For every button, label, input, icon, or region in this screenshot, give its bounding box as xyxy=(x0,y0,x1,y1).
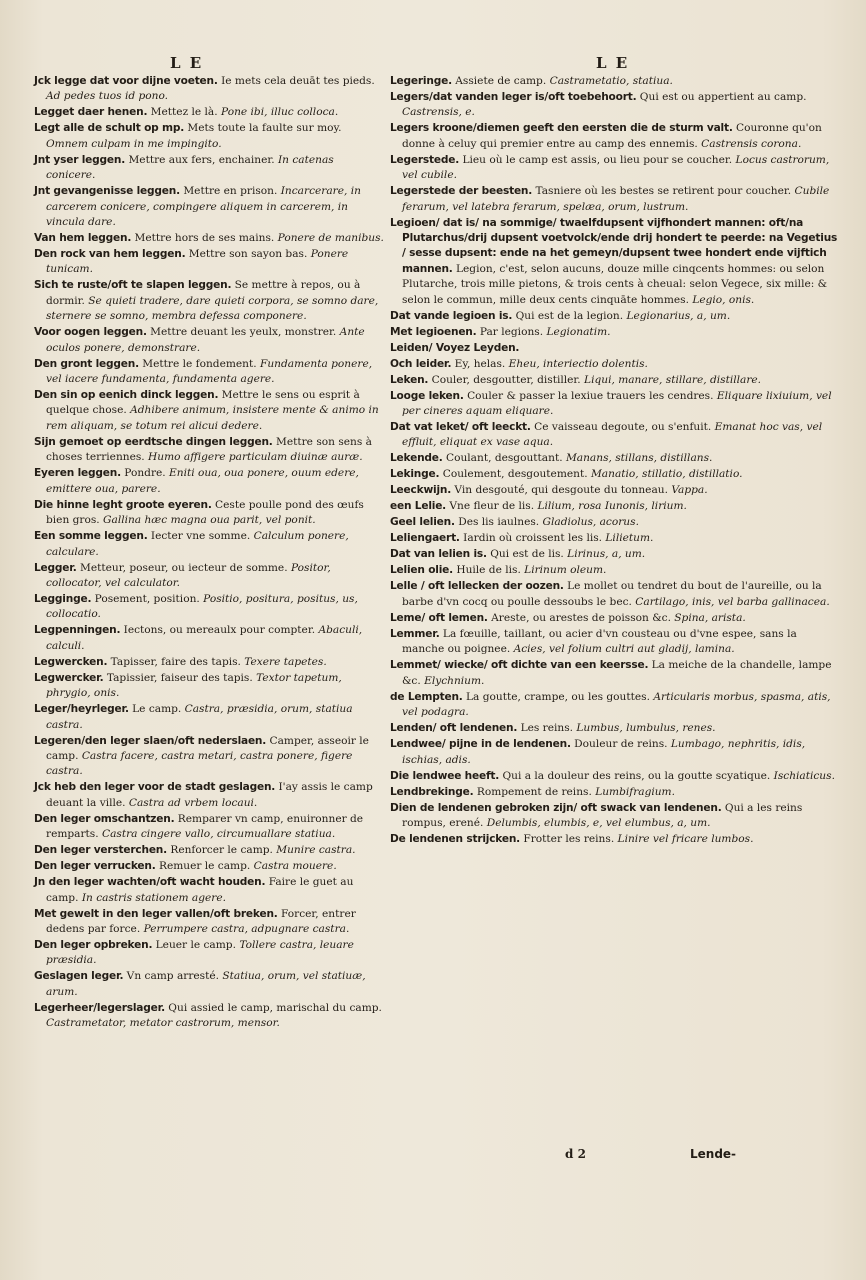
headword: Dat van lelien is. xyxy=(390,548,487,561)
dictionary-entry xyxy=(390,563,838,578)
french-gloss: Couronne qu'on donne à celuy qui premier entre au camp des ennemis. xyxy=(402,122,822,150)
latin-gloss: Ante oculos ponere, demonstrare. xyxy=(46,326,365,354)
french-gloss: Faire le guet au camp. xyxy=(46,876,354,904)
right-column xyxy=(390,74,838,848)
french-gloss: Ce vaisseau degoute, ou s'enfuit. xyxy=(530,421,712,434)
headword: Met gewelt in den leger vallen/oft breken. xyxy=(34,907,278,920)
latin-gloss: Positio, positura, positus, us, collocatio. xyxy=(46,592,358,621)
dictionary-entry xyxy=(34,623,386,654)
headword: Leliengaert. xyxy=(390,532,460,545)
headword: Looge leken. xyxy=(390,389,464,402)
dictionary-entry xyxy=(34,184,386,230)
french-gloss: Renforcer le camp. xyxy=(166,844,273,857)
dictionary-entry xyxy=(34,388,386,434)
dictionary-entry xyxy=(390,216,838,308)
headword: Lelien olie. xyxy=(390,564,453,577)
latin-gloss: Elychnium. xyxy=(420,674,485,687)
latin-gloss: Incarcerare, in carcerem conicere, compingere aliquem in carcerem, in vincula dare. xyxy=(46,185,361,229)
latin-gloss: Linire vel fricare lumbos. xyxy=(614,832,754,845)
latin-gloss: Textor tapetum, phrygio, onis. xyxy=(46,671,342,700)
french-gloss: Vne fleur de lis. xyxy=(446,500,535,513)
headword: Die hinne leght groote eyeren. xyxy=(34,498,212,511)
latin-gloss: Castra facere, castra metari, castra ponere, figere castra. xyxy=(46,749,353,778)
french-gloss: Tapissier, faiseur des tapis. xyxy=(103,671,253,684)
latin-gloss: Cartilago, inis, vel barba gallinacea. xyxy=(631,595,830,608)
headword: Legwercken. xyxy=(34,655,108,668)
french-gloss: Pondre. xyxy=(120,467,166,480)
french-gloss: Tasniere où les bestes se retirent pour coucher. xyxy=(532,185,792,198)
dictionary-entry xyxy=(390,690,838,721)
dictionary-entry xyxy=(390,451,838,466)
french-gloss: I'ay assis le camp deuant la ville. xyxy=(46,781,373,809)
latin-gloss: Manatio, stillatio, distillatio. xyxy=(587,468,743,481)
headword: Van hem leggen. xyxy=(34,232,132,245)
french-gloss: Remuer le camp. xyxy=(155,860,251,873)
headword: Den rock van hem leggen. xyxy=(34,248,186,261)
french-gloss: Qui est de la legion. xyxy=(512,309,624,322)
french-gloss: Ie mets cela deuāt tes pieds. xyxy=(217,75,375,87)
latin-gloss: Tollere castra, leuare præsidia. xyxy=(46,938,354,967)
latin-gloss: Eheu, interiectio dolentis. xyxy=(505,357,648,370)
latin-gloss: Castrametator, metator castrorum, mensor. xyxy=(46,1017,280,1030)
french-gloss: Mettre aux fers, enchainer. xyxy=(125,153,275,166)
dictionary-entry xyxy=(34,875,386,906)
dictionary-entry xyxy=(390,499,838,514)
dictionary-entry xyxy=(390,515,838,530)
dictionary-entry xyxy=(390,769,838,784)
dictionary-entry xyxy=(390,579,838,610)
latin-gloss: Vappa. xyxy=(667,484,708,497)
french-gloss: Lieu où le camp est assis, ou lieu pour se coucher. xyxy=(459,153,733,166)
latin-gloss: Cubile ferarum, vel latebra ferarum, spelæa, orum, lustrum. xyxy=(402,185,830,213)
dictionary-entry xyxy=(390,483,838,498)
headword: Lekende. xyxy=(390,452,443,465)
french-gloss: La fœuille, taillant, ou acier d'vn cousteau ou d'vne espee, sans la manche ou poignee. xyxy=(402,627,797,656)
headword: Legers/dat vanden leger is/oft toebehoort. xyxy=(390,91,637,103)
french-gloss: Ey, helas. xyxy=(451,357,506,370)
latin-gloss: Lumbus, lumbulus, renes. xyxy=(573,722,716,735)
latin-gloss: Legio, onis. xyxy=(688,293,755,306)
headword: Leme/ oft lemen. xyxy=(390,611,488,624)
dictionary-entry xyxy=(34,74,386,105)
headword: Legginge. xyxy=(34,592,92,605)
headword: Eyeren leggen. xyxy=(34,467,121,480)
french-gloss: Rompement de reins. xyxy=(473,785,592,798)
dictionary-entry xyxy=(34,529,386,560)
latin-gloss: Se quieti tradere, dare quieti corpora, se somno dare, sternere se somno, membra defessa componere. xyxy=(46,294,379,323)
latin-gloss: Ad pedes tuos id pono. xyxy=(46,90,169,103)
latin-gloss: Ponere de manibus. xyxy=(274,232,384,245)
dictionary-entry xyxy=(390,90,838,121)
latin-gloss: Acies, vel folium cultri aut gladij, lamina. xyxy=(510,643,735,656)
latin-gloss: Lirinum oleum. xyxy=(520,564,607,577)
latin-gloss: Perrumpere castra, adpugnare castra. xyxy=(140,922,350,935)
headword: Lenden/ oft lendenen. xyxy=(390,722,518,735)
dictionary-entry xyxy=(390,153,838,184)
french-gloss: Se mettre à repos, ou à dormir. xyxy=(46,279,361,307)
french-gloss: Legion, c'est, selon aucuns, douze mille cinqcents hommes: ou selon Plutarche, trois mille pietons, & trois cents à cheual: selon Vegece, six mille: & selon le commun, mille deux cents cinquāte hommes. xyxy=(402,262,828,306)
dictionary-entry xyxy=(390,74,838,89)
headword: Met legioenen. xyxy=(390,325,477,338)
french-gloss: Par legions. xyxy=(476,325,544,338)
headword: Den leger versterchen. xyxy=(34,844,167,857)
running-header-left: L E xyxy=(170,54,204,72)
french-gloss: Mettre son sens à choses terriennes. xyxy=(46,435,372,464)
headword: Legt alle de schult op mp. xyxy=(34,122,185,135)
latin-gloss: Legionatim. xyxy=(543,325,611,338)
dictionary-entry xyxy=(390,467,838,482)
dictionary-entry xyxy=(390,721,838,736)
headword: Legwercker. xyxy=(34,671,104,684)
headword: Lendbrekinge. xyxy=(390,785,474,798)
headword: Leeckwijn. xyxy=(390,484,452,497)
dictionary-entry xyxy=(34,435,386,466)
french-gloss: Des lis iaulnes. xyxy=(454,516,540,529)
headword: Den leger verrucken. xyxy=(34,860,156,873)
dictionary-entry xyxy=(34,938,386,969)
dictionary-entry xyxy=(34,466,386,497)
dictionary-entry xyxy=(390,547,838,562)
latin-gloss: Humo affigere particulam diuinæ auræ. xyxy=(144,451,363,464)
headword: Jck heb den leger voor de stadt geslagen. xyxy=(34,781,276,794)
dictionary-entry xyxy=(390,737,838,768)
french-gloss: Mettre hors de ses mains. xyxy=(131,232,275,245)
french-gloss: Mettez le là. xyxy=(147,106,218,119)
dictionary-entry xyxy=(34,247,386,278)
headword: Legger. xyxy=(34,561,77,574)
latin-gloss: Castrensis corona. xyxy=(697,137,802,150)
latin-gloss: In castris stationem agere. xyxy=(78,891,227,904)
headword: Jnt yser leggen. xyxy=(34,153,126,166)
french-gloss: La meiche de la chandelle, lampe &c. xyxy=(402,659,832,687)
dictionary-entry xyxy=(34,1001,386,1032)
french-gloss: Posement, position. xyxy=(91,592,200,605)
latin-gloss: Castra ad vrbem locaui. xyxy=(125,796,258,809)
dictionary-entry xyxy=(390,309,838,324)
latin-gloss: Munire castra. xyxy=(272,844,356,857)
french-gloss: Vin desgouté, qui desgoute du tonneau. xyxy=(451,484,668,497)
french-gloss: Iectons, ou mereaulx pour compter. xyxy=(120,624,316,637)
catchword: Lende- xyxy=(690,1147,737,1161)
headword: Leiden/ Voyez Leyden. xyxy=(390,341,520,354)
headword: Geslagen leger. xyxy=(34,970,124,983)
headword: Dat vat leket/ oft leeckt. xyxy=(390,421,531,434)
french-gloss: Mets toute la faulte sur moy. xyxy=(184,122,342,135)
latin-gloss: In catenas conicere. xyxy=(46,153,334,182)
dictionary-entry xyxy=(390,121,838,152)
headword: Lemmer. xyxy=(390,627,440,640)
dictionary-entry xyxy=(390,832,838,847)
latin-gloss: Castrametatio, statiua. xyxy=(546,75,673,87)
headword: Die lendwee heeft. xyxy=(390,769,500,782)
dictionary-entry xyxy=(390,531,838,546)
french-gloss: Remparer vn camp, enuironner de remparts. xyxy=(46,812,364,841)
dictionary-entry xyxy=(34,592,386,623)
latin-gloss: Statiua, orum, vel statiuæ, arum. xyxy=(46,970,366,998)
french-gloss: Qui a la douleur des reins, ou la goutte scyatique. xyxy=(499,769,771,782)
latin-gloss: Lumbifragium. xyxy=(591,785,675,798)
latin-gloss: Lumbago, nephritis, idis, ischias, adis. xyxy=(402,738,806,766)
headword: Legerstede. xyxy=(390,153,460,166)
latin-gloss: Pone ibi, illuc colloca. xyxy=(217,106,339,119)
latin-gloss: Castra mouere. xyxy=(250,860,337,873)
latin-gloss: Articularis morbus, spasma, atis, vel podagra. xyxy=(402,690,831,719)
latin-gloss: Manans, stillans, distillans. xyxy=(562,452,713,465)
french-gloss: Mettre le fondement. xyxy=(138,357,257,370)
latin-gloss: Castrensis, e. xyxy=(402,106,475,119)
dictionary-entry xyxy=(34,498,386,529)
dictionary-entry xyxy=(34,231,386,246)
dictionary-entry xyxy=(390,357,838,372)
latin-gloss: Spina, arista. xyxy=(670,611,746,624)
dictionary-entry xyxy=(390,785,838,800)
headword: Lendwee/ pijne in de lendenen. xyxy=(390,738,571,751)
french-gloss: Mettre deuant les yeulx, monstrer. xyxy=(146,326,337,339)
headword: Dien de lendenen gebroken zijn/ oft swack van lendenen. xyxy=(390,801,722,814)
headword: Den gront leggen. xyxy=(34,357,139,370)
french-gloss: Mettre son sayon bas. xyxy=(185,248,308,261)
headword: Den sin op eenich dinck leggen. xyxy=(34,389,219,402)
dictionary-entry xyxy=(34,655,386,670)
headword: Leger/heyrleger. xyxy=(34,703,129,716)
dictionary-entry xyxy=(390,611,838,626)
headword: Jn den leger wachten/oft wacht houden. xyxy=(34,876,266,889)
headword: Lemmet/ wiecke/ oft dichte van een keersse. xyxy=(390,659,649,672)
french-gloss: Le camp. xyxy=(128,703,182,716)
latin-gloss: Ischiaticus. xyxy=(770,769,835,782)
french-gloss: Huile de lis. xyxy=(452,564,521,577)
latin-gloss: Eliquare lixiuium, vel per cineres aquam eliquare. xyxy=(402,389,832,418)
dictionary-entry xyxy=(390,801,838,832)
headword: Legerstede der beesten. xyxy=(390,185,533,198)
dictionary-entry xyxy=(34,561,386,592)
latin-gloss: Adhibere animum, insistere mente & animo in rem aliquam, se totum rei alicui dedere. xyxy=(46,404,379,432)
headword: de Lempten. xyxy=(390,690,463,703)
headword: Legget daer henen. xyxy=(34,106,148,119)
french-gloss: Iecter vne somme. xyxy=(147,530,251,543)
dictionary-entry xyxy=(390,341,838,356)
running-header-right: L E xyxy=(596,54,630,72)
french-gloss: Le mollet ou tendret du bout de l'aureille, ou la barbe d'vn cocq ou poulle dessoubs le bec. xyxy=(402,580,822,608)
dictionary-entry xyxy=(390,658,838,689)
dictionary-entry xyxy=(390,325,838,340)
latin-gloss: Castra, præsidia, orum, statiua castra. xyxy=(46,703,353,731)
headword: een Lelie. xyxy=(390,500,447,513)
latin-gloss: Abaculi, calculi. xyxy=(46,624,363,652)
dictionary-entry xyxy=(34,153,386,184)
headword: Och leider. xyxy=(390,357,452,370)
french-gloss: Tapisser, faire des tapis. xyxy=(107,655,241,668)
signature-mark: d 2 xyxy=(565,1147,586,1161)
headword: De lendenen strijcken. xyxy=(390,832,520,845)
headword: Jck legge dat voor dijne voeten. xyxy=(34,75,218,87)
headword: Een somme leggen. xyxy=(34,530,148,543)
headword: Sich te ruste/oft te slapen leggen. xyxy=(34,279,232,292)
latin-gloss: Lilietum. xyxy=(602,532,654,545)
french-gloss: Camper, asseoir le camp. xyxy=(46,734,369,762)
latin-gloss: Gallina hæc magna oua parit, vel ponit. xyxy=(99,514,316,527)
headword: Legers kroone/diemen geeft den eersten die de sturm valt. xyxy=(390,122,733,135)
french-gloss: Mettre en prison. xyxy=(179,185,278,198)
dictionary-entry xyxy=(34,105,386,120)
dictionary-entry xyxy=(34,734,386,780)
latin-gloss: Positor, collocator, vel calculator. xyxy=(46,561,331,589)
dictionary-entry xyxy=(390,420,838,451)
french-gloss: Douleur de reins. xyxy=(570,738,668,751)
french-gloss: Qui a les reins rompus, erené. xyxy=(402,801,803,829)
latin-gloss: Castra cingere vallo, circumuallare statiua. xyxy=(98,828,336,841)
latin-gloss: Calculum ponere, calculare. xyxy=(46,530,349,558)
french-gloss: Qui assied le camp, marischal du camp. xyxy=(164,1001,382,1014)
headword: Dat vande legioen is. xyxy=(390,309,513,322)
latin-gloss: Gladiolus, acorus. xyxy=(539,516,639,529)
headword: Legeren/den leger slaen/oft nederslaen. xyxy=(34,734,267,747)
dictionary-entry xyxy=(34,325,386,356)
dictionary-entry xyxy=(34,859,386,874)
dictionary-entry xyxy=(390,389,838,420)
dictionary-entry xyxy=(34,121,386,152)
headword: Leken. xyxy=(390,373,429,386)
headword: Legioen/ dat is/ na sommige/ twaelfdupsent vijfhondert mannen: oft/na Plutarchus/drij dupsent voetvolck/ende drij hondert te peerde: na Vegetius / sesse dupsent: ende na het gemeyn/dupsent twee hondert ende vijftich mannen. xyxy=(390,216,838,275)
latin-gloss: Liqui, manare, stillare, distillare. xyxy=(580,373,762,386)
latin-gloss: Texere tapetes. xyxy=(240,655,327,668)
french-gloss: Metteur, poseur, ou iecteur de somme. xyxy=(76,561,288,574)
dictionary-entry xyxy=(390,627,838,658)
french-gloss: Ceste poulle pond des œufs bien gros. xyxy=(46,498,364,527)
dictionary-entry xyxy=(34,357,386,388)
headword: Jnt gevangenisse leggen. xyxy=(34,185,180,198)
french-gloss: Couler & passer la lexiue trauers les cendres. xyxy=(463,389,714,402)
french-gloss: Leuer le camp. xyxy=(152,938,236,951)
headword: Legpenningen. xyxy=(34,624,121,637)
headword: Legeringe. xyxy=(390,75,452,87)
headword: Lelle / oft lellecken der oozen. xyxy=(390,580,564,593)
latin-gloss: Delumbis, elumbis, e, vel elumbus, a, um. xyxy=(483,816,711,829)
dictionary-entry xyxy=(34,907,386,938)
dictionary-entry xyxy=(34,702,386,733)
latin-gloss: Legionarius, a, um. xyxy=(623,309,731,322)
french-gloss: Forcer, entrer dedens par force. xyxy=(46,907,356,935)
french-gloss: Iardin où croissent les lis. xyxy=(459,532,603,545)
dictionary-entry xyxy=(34,843,386,858)
french-gloss: Assiete de camp. xyxy=(451,75,547,87)
dictionary-entry xyxy=(34,671,386,702)
french-gloss: La goutte, crampe, ou les gouttes. xyxy=(462,690,650,703)
headword: Den leger omschantzen. xyxy=(34,812,175,825)
french-gloss: Les reins. xyxy=(517,722,574,735)
latin-gloss: Eniti oua, oua ponere, ouum edere, emittere oua, parere. xyxy=(46,467,359,495)
french-gloss: Vn camp arresté. xyxy=(123,970,219,983)
headword: Lekinge. xyxy=(390,468,440,481)
headword: Voor oogen leggen. xyxy=(34,326,147,339)
latin-gloss: Fundamenta ponere, vel iacere fundamenta, fundamenta agere. xyxy=(46,357,373,386)
latin-gloss: Lirinus, a, um. xyxy=(563,548,646,561)
latin-gloss: Omnem culpam in me impingito. xyxy=(46,137,222,150)
headword: Sijn gemoet op eerdtsche dingen leggen. xyxy=(34,435,273,448)
dictionary-entry xyxy=(34,278,386,324)
left-column xyxy=(34,74,386,1032)
dictionary-entry xyxy=(390,373,838,388)
headword: Den leger opbreken. xyxy=(34,938,153,951)
french-gloss: Qui est de lis. xyxy=(486,548,564,561)
dictionary-entry xyxy=(34,780,386,811)
dictionary-entry xyxy=(34,969,386,1000)
french-gloss: Qui est ou appertient au camp. xyxy=(636,91,807,103)
latin-gloss: Ponere tunicam. xyxy=(46,248,349,276)
french-gloss: Mettre le sens ou esprit à quelque chose. xyxy=(46,389,360,417)
french-gloss: Coulant, desgouttant. xyxy=(442,452,563,465)
headword: Geel lelien. xyxy=(390,516,455,529)
french-gloss: Areste, ou arestes de poisson &c. xyxy=(487,611,671,624)
latin-gloss: Locus castrorum, vel cubile. xyxy=(402,153,830,182)
latin-gloss: Lilium, rosa Iunonis, lirium. xyxy=(534,500,687,513)
dictionary-entry xyxy=(390,184,838,215)
french-gloss: Frotter les reins. xyxy=(520,832,615,845)
french-gloss: Couler, desgoutter, distiller. xyxy=(428,373,581,386)
latin-gloss: Emanat hoc vas, vel effluit, eliquat ex vase aqua. xyxy=(402,421,823,449)
dictionary-entry xyxy=(34,812,386,843)
french-gloss: Coulement, desgoutement. xyxy=(439,468,588,481)
headword: Legerheer/legerslager. xyxy=(34,1001,165,1014)
